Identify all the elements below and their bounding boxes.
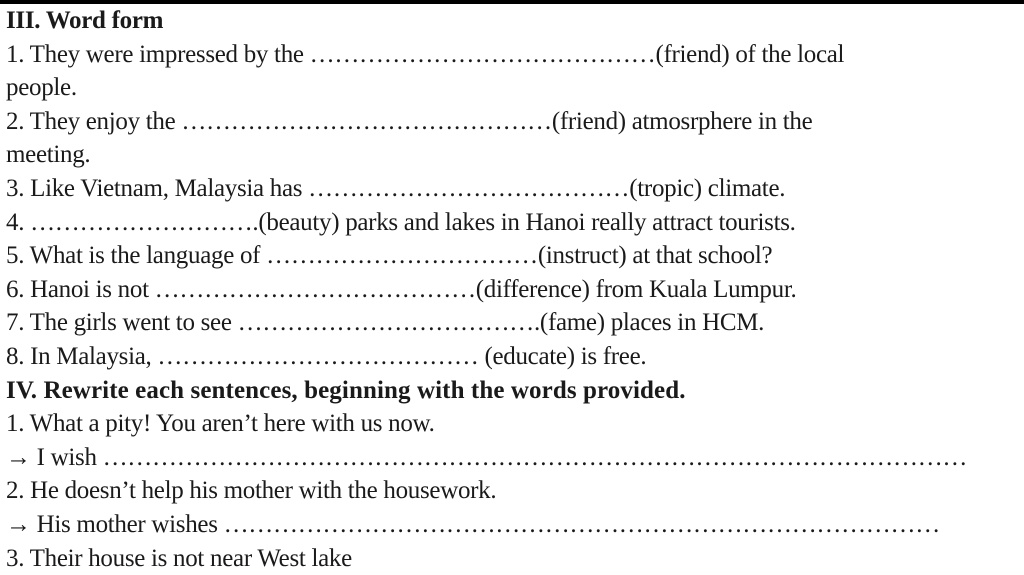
section-3-heading: III. Word form xyxy=(6,7,164,34)
exercise-3-line-8: 6. Hanoi is not …………………………………(difference) from Kuala Lumpur. xyxy=(6,275,797,303)
exercise-4-line-4: → His mother wishes …………………………………………………………………………… xyxy=(6,510,940,538)
exercise-3-line-2: people. xyxy=(6,74,77,102)
section-4-heading: IV. Rewrite each sentences, beginning with the words provided. xyxy=(6,376,686,404)
exercise-3-line-5: 3. Like Vietnam, Malaysia has …………………………………(tropic) climate. xyxy=(6,174,786,202)
exercise-3-line-6: 4. ……………………….(beauty) parks and lakes in Hanoi really attract tourists. xyxy=(6,208,796,236)
exercise-3-line-7: 5. What is the language of ……………………………(instruct) at that school? xyxy=(6,242,773,270)
exercise-4-line-2: → I wish …………………………………………………………………………………………… xyxy=(6,443,968,471)
exercise-3-line-10: 8. In Malaysia, ………………………………… (educate) is free. xyxy=(6,342,647,370)
exercise-3-line-1: 1. They were impressed by the ……………………………………(friend) of the local xyxy=(6,40,845,68)
exercise-4-line-3: 2. He doesn’t help his mother with the housework. xyxy=(6,477,497,505)
exercise-3-line-3: 2. They enjoy the ………………………………………(friend) atmosrphere in the xyxy=(6,107,813,135)
exercise-4-line-1: 1. What a pity! You aren’t here with us now. xyxy=(6,410,435,438)
exercise-3-line-4: meeting. xyxy=(6,141,91,169)
exercise-4-line-5: 3. Their house is not near West lake xyxy=(6,544,352,572)
worksheet xyxy=(6,4,1020,575)
exercise-3-line-9: 7. The girls went to see ……………………………….(fame) places in HCM. xyxy=(6,309,765,337)
